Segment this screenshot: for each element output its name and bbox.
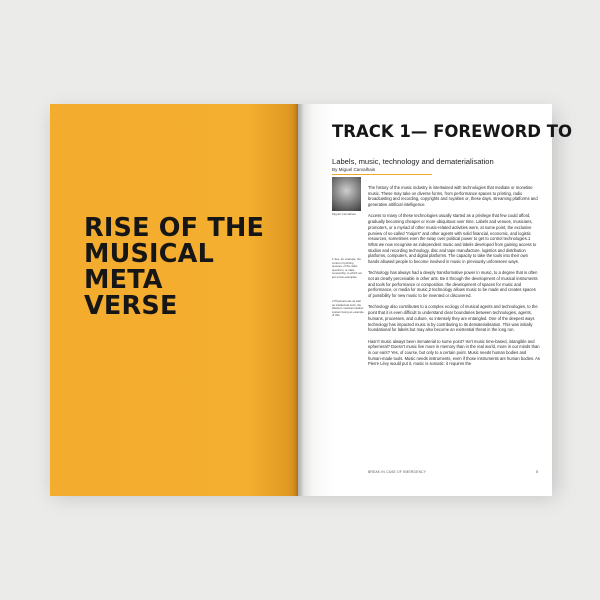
cover-title-line: MUSICAL: [84, 239, 215, 269]
body-paragraph: Technology has always had a deeply transformative power in music, to a degree that is often not as clearly perceivable in other arts. Be it through the development of musical instruments and tools for performance or composition, the development of spaces for music and performance, or media for music,2 technology allows music to be made and creates spaces of possibility for new music to be invented or discovered.: [368, 270, 538, 299]
cover-title-line: META: [84, 265, 163, 295]
body-paragraph: Access to many of these technologies usually started as a privilege that few could afford, gradually becoming cheaper or more ubiquitous over time. Labels and venues, musicians, promoters, or a myriad of other music-related activities were, at some point, the exclusive purview of so-called "majors" and other agents with solid financial, economic, and logistic resources, sometimes even the sway over political power to get to control technologies.1 What we now recognise as independent music and labels developed from gaining access to studios and recording technology, disc and tape manufacture, logistics and distribution platforms, computers, and digital platforms. The capacity to take the tools into their own hands allowed people to become involved in music in previously unforeseen ways.: [368, 213, 537, 265]
side-note: 2 Physical tools as well as intellectual tools, the Western musical notation system being an example of this.: [332, 299, 364, 318]
author-photo: [332, 177, 361, 211]
running-footer: BREAK IN CASE OF EMERGENCY: [368, 470, 427, 474]
article-byline: By Miguel Carvalhais: [332, 167, 432, 175]
body-paragraph: Technology also contributes to a complex ecology of musical agents and technologies, to the point that it is even difficult to understand clear boundaries between technologies, agents, humans, processes, and culture, so intensely they are entangled. One of the deepest ways technology has impacted music is by contributing to its dematerialisation. This was initially foundational for labels but may also become an existential threat in the long run.: [368, 304, 538, 333]
body-paragraph: Hasn't music always been immaterial to some point? Isn't music time-based, intangible and ephemeral? Doesn't music live more in memory than in the real world, more in our minds than in our ears? Yes, of course, but only to a certain point. Music needs human bodies and human-made tools. Music needs instruments, even if those instruments are human bodies. As Pierre Lévy would put it, music is somatic: it requires the: [368, 338, 540, 367]
cover-title-line: RISE OF THE: [84, 213, 265, 243]
body-paragraph: The history of the music industry is intertwined with technologies that mediate or monetise music. These may take on diverse forms, from performance spaces to printing, radio broadcasting and recording, copyrights and royalties or, these days, streaming platforms and generative artificial intelligence.: [368, 185, 538, 208]
article-title: TRACK 1— FOREWORD TO: [332, 122, 573, 141]
side-note: 1 See, for example, the control of printing presses, of the radio spectrum, or state censorship, to which not just a few examples.: [332, 257, 363, 279]
photo-caption: Miguel Carvalhais: [332, 212, 356, 216]
cover-title-line: VERSE: [84, 291, 178, 321]
cover-title: [84, 215, 284, 319]
article-subtitle: Labels, music, technology and dematerialisation: [332, 157, 494, 166]
article-body: [368, 185, 540, 373]
spine-fold: [294, 104, 304, 496]
page-number: 5: [536, 469, 539, 474]
